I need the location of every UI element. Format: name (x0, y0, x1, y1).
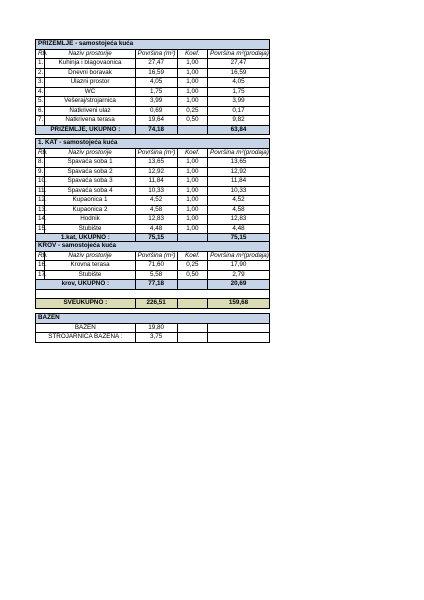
col-header-rb: Rb. (36, 251, 45, 261)
item-label: STROJARNICA BAZENA : (36, 333, 136, 343)
col-header-coef: Koef. (177, 251, 207, 261)
row-number: 15. (36, 224, 45, 234)
table-row (36, 68, 270, 78)
room-sale-area: 1,75 (208, 87, 270, 97)
grand-total-row (36, 299, 270, 309)
room-name: Stubište (45, 224, 135, 234)
col-header-sale-area: Površina m²(prodaja) (208, 49, 270, 59)
table-row (36, 59, 270, 69)
table-row (36, 215, 270, 225)
room-sale-area: 4,48 (208, 224, 270, 234)
spacer-cell (36, 289, 270, 299)
table-row (36, 116, 270, 126)
item-area: 3,75 (135, 333, 177, 343)
room-name: Spavaća soba 2 (45, 167, 135, 177)
col-header-rb: Rb. (36, 148, 45, 158)
row-number: 12. (36, 196, 45, 206)
row-number: 3. (36, 78, 45, 88)
room-coef: 1,00 (177, 224, 207, 234)
total-coef-empty (177, 125, 207, 135)
room-area: 3,99 (135, 97, 177, 107)
total-coef-empty (177, 280, 207, 290)
table-1-kat (35, 138, 270, 244)
header-row (36, 148, 270, 158)
room-name: Stubište (45, 270, 135, 280)
room-area: 5,58 (135, 270, 177, 280)
room-coef: 1,00 (177, 196, 207, 206)
room-area: 1,75 (135, 87, 177, 97)
room-area: 12,92 (135, 167, 177, 177)
table-row (36, 205, 270, 215)
room-name: Natkrivena terasa (45, 116, 135, 126)
room-coef: 1,00 (177, 215, 207, 225)
row-number: 6. (36, 106, 45, 116)
room-sale-area: 0,17 (208, 106, 270, 116)
table-row (36, 186, 270, 196)
room-sale-area: 10,33 (208, 186, 270, 196)
room-sale-area: 2,79 (208, 270, 270, 280)
room-name: Kupaonica 1 (45, 196, 135, 206)
col-header-name: Naziv prostorije (45, 49, 135, 59)
col-header-area: Površina (m²) (135, 148, 177, 158)
table-row (36, 224, 270, 234)
col-header-name: Naziv prostorije (45, 251, 135, 261)
table-row (36, 196, 270, 206)
room-area: 10,33 (135, 186, 177, 196)
table-row (36, 106, 270, 116)
room-area: 4,58 (135, 205, 177, 215)
room-area: 4,48 (135, 224, 177, 234)
table-krov (35, 241, 270, 309)
room-area: 0,69 (135, 106, 177, 116)
room-area: 4,05 (135, 78, 177, 88)
header-row (36, 251, 270, 261)
empty-cell (208, 333, 270, 343)
room-area: 19,64 (135, 116, 177, 126)
table-row (36, 87, 270, 97)
room-coef: 1,00 (177, 97, 207, 107)
table-prizemlje (35, 39, 270, 135)
room-coef: 1,00 (177, 186, 207, 196)
room-name: Kupaonica 2 (45, 205, 135, 215)
room-area: 12,83 (135, 215, 177, 225)
grand-total-area: 226,51 (135, 299, 177, 309)
section-title: PRIZEMLJE - samostojeća kuća (36, 40, 270, 50)
empty-cell (177, 323, 207, 333)
room-coef: 1,00 (177, 78, 207, 88)
room-coef: 0,50 (177, 270, 207, 280)
room-coef: 1,00 (177, 205, 207, 215)
col-header-rb: Rb. (36, 49, 45, 59)
col-header-name: Naziv prostorije (45, 148, 135, 158)
room-sale-area: 13,65 (208, 158, 270, 168)
room-area: 71,60 (135, 261, 177, 271)
section-title: BAZEN (36, 314, 270, 324)
room-sale-area: 4,05 (208, 78, 270, 88)
section-title: 1. KAT - samostojeća kuća (36, 139, 270, 149)
table-row (36, 158, 270, 168)
total-label: krov, UKUPNO : (36, 280, 136, 290)
total-sale-area: 20,69 (208, 280, 270, 290)
total-label: 1.kat, UKUPNO : (36, 234, 136, 244)
room-sale-area: 11,84 (208, 177, 270, 187)
col-header-area: Površina (m²) (135, 49, 177, 59)
room-name: Natkriveni ulaz (45, 106, 135, 116)
room-coef: 1,00 (177, 177, 207, 187)
table-row (36, 323, 270, 333)
room-area: 27,47 (135, 59, 177, 69)
room-sale-area: 3,99 (208, 97, 270, 107)
room-name: Spavaća soba 1 (45, 158, 135, 168)
empty-cell (177, 333, 207, 343)
section-title: KROV - samostojeća kuća (36, 242, 270, 252)
total-area: 75,15 (135, 234, 177, 244)
room-sale-area: 12,83 (208, 215, 270, 225)
table-row (36, 97, 270, 107)
grand-total-label: SVEUKUPNO : (36, 299, 136, 309)
total-row (36, 125, 270, 135)
total-area: 74,18 (135, 125, 177, 135)
room-coef: 0,50 (177, 116, 207, 126)
row-number: 14. (36, 215, 45, 225)
table-row (36, 167, 270, 177)
room-sale-area: 9,82 (208, 116, 270, 126)
room-coef: 1,00 (177, 59, 207, 69)
room-name: Krovna terasa (45, 261, 135, 271)
table-row (36, 270, 270, 280)
room-name: Dnevni boravak (45, 68, 135, 78)
room-sale-area: 4,52 (208, 196, 270, 206)
room-name: Spavaća soba 3 (45, 177, 135, 187)
row-number: 9. (36, 167, 45, 177)
row-number: 5. (36, 97, 45, 107)
room-coef: 0,25 (177, 106, 207, 116)
room-coef: 1,00 (177, 167, 207, 177)
room-coef: 1,00 (177, 87, 207, 97)
col-header-coef: Koef. (177, 148, 207, 158)
row-number: 11. (36, 186, 45, 196)
col-header-sale-area: Površina m²(prodaja) (208, 251, 270, 261)
room-name: Spavaća soba 4 (45, 186, 135, 196)
spacer-row (36, 289, 270, 299)
row-number: 1. (36, 59, 45, 69)
room-name: Kuhinja i blagovaonica (45, 59, 135, 69)
room-coef: 0,25 (177, 261, 207, 271)
row-number: 7. (36, 116, 45, 126)
item-area: 19,80 (135, 323, 177, 333)
row-number: 2. (36, 68, 45, 78)
grand-total-sale-area: 159,68 (208, 299, 270, 309)
table-row (36, 261, 270, 271)
table-row (36, 333, 270, 343)
room-sale-area: 17,90 (208, 261, 270, 271)
table-bazen (35, 313, 270, 343)
total-label: PRIZEMLJE, UKUPNO : (36, 125, 136, 135)
row-number: 13. (36, 205, 45, 215)
room-sale-area: 4,58 (208, 205, 270, 215)
room-area: 16,59 (135, 68, 177, 78)
total-area: 77,18 (135, 280, 177, 290)
room-name: Ulazni prostor (45, 78, 135, 88)
room-area: 11,84 (135, 177, 177, 187)
table-row (36, 78, 270, 88)
room-coef: 1,00 (177, 68, 207, 78)
row-number: 10. (36, 177, 45, 187)
room-area: 4,52 (135, 196, 177, 206)
room-sale-area: 12,92 (208, 167, 270, 177)
room-area: 13,65 (135, 158, 177, 168)
room-name: Hodnik (45, 215, 135, 225)
total-sale-area: 75,15 (208, 234, 270, 244)
row-number: 17. (36, 270, 45, 280)
col-header-area: Površina (m²) (135, 251, 177, 261)
header-row (36, 49, 270, 59)
room-name: WC (45, 87, 135, 97)
room-sale-area: 27,47 (208, 59, 270, 69)
row-number: 8. (36, 158, 45, 168)
total-sale-area: 63,84 (208, 125, 270, 135)
item-label: BAZEN (36, 323, 136, 333)
table-row (36, 177, 270, 187)
col-header-coef: Koef. (177, 49, 207, 59)
room-sale-area: 16,59 (208, 68, 270, 78)
row-number: 4. (36, 87, 45, 97)
room-coef: 1,00 (177, 158, 207, 168)
grand-total-coef-empty (177, 299, 207, 309)
row-number: 16. (36, 261, 45, 271)
empty-cell (208, 323, 270, 333)
col-header-sale-area: Površina m²(prodaja) (208, 148, 270, 158)
total-row (36, 280, 270, 290)
room-name: Vešeraj/strojarnica (45, 97, 135, 107)
